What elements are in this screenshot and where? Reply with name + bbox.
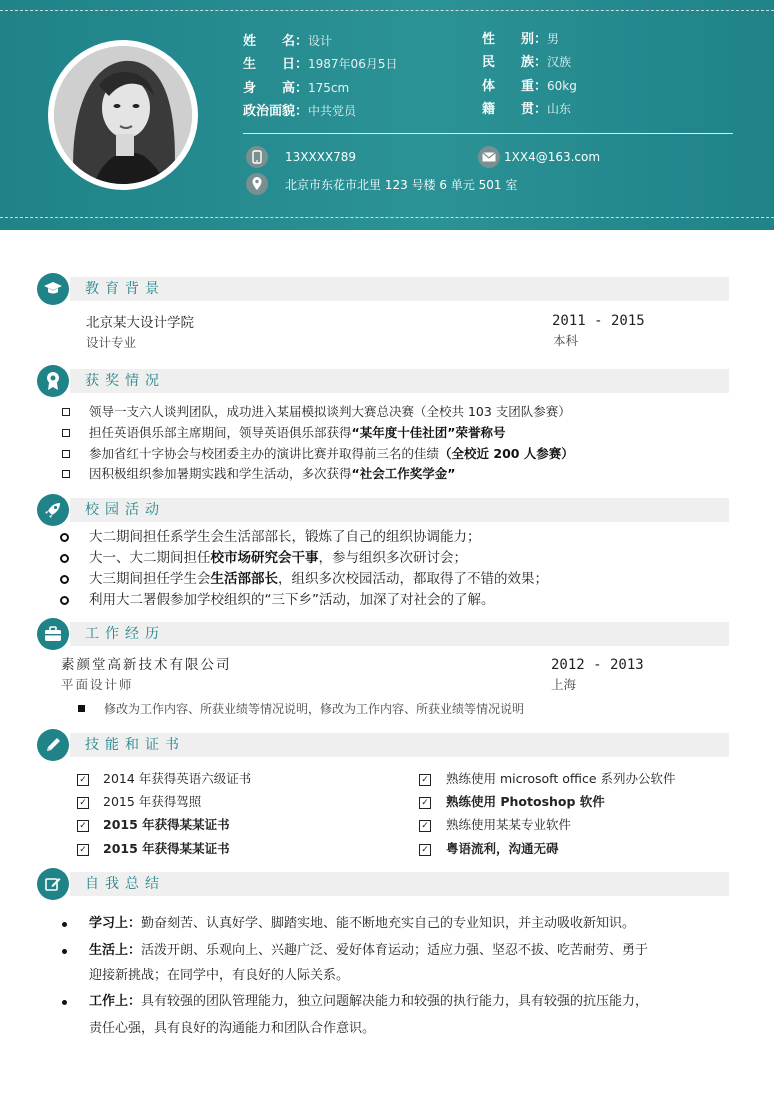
name-label: 姓 名： [243, 34, 309, 49]
campus-item: 利用大二署假参加学校组织的“三下乡”活动，加深了对社会的了解。 [89, 592, 495, 608]
briefcase-icon [37, 618, 69, 650]
skill-item: 熟练使用 Photoshop 软件 [446, 794, 605, 809]
campus-item: 大二期间担任系学生会生活部部长，锻炼了自己的组织协调能力； [89, 529, 481, 545]
list-marker [60, 575, 69, 584]
list-marker [60, 554, 69, 563]
award-item: 因积极组织参加暑期实践和学生活动，多次获得“社会工作奖学金” [89, 466, 456, 481]
list-marker [60, 533, 69, 542]
gender-value: 男 [547, 32, 560, 46]
email-text: 1XX4@163.com [504, 150, 601, 164]
checkbox-icon: ✓ [419, 844, 431, 856]
list-marker [62, 470, 70, 478]
weight-row [482, 76, 577, 96]
summary-work-cont: 责任心强，具有良好的沟通能力和团队合作意识。 [89, 1021, 376, 1036]
origin-row [482, 99, 571, 119]
weight-label: 体 重： [482, 79, 548, 94]
school-name: 北京某大设计学院 [86, 315, 194, 331]
politics-label: 政治面貌： [243, 104, 309, 119]
skill-item: 2015 年获得驾照 [103, 794, 202, 809]
list-marker [62, 922, 67, 927]
gender-row [482, 29, 559, 49]
summary-work: 工作上：具有较强的团队管理能力，独立问题解决能力和较强的执行能力，具有较强的抗压能力， [89, 994, 649, 1009]
portrait-image [54, 46, 192, 184]
checkbox-icon: ✓ [77, 774, 89, 786]
divider [0, 217, 774, 218]
list-marker [60, 596, 69, 605]
politics-value: 中共党员 [308, 104, 357, 118]
campus-item: 大一、大二期间担任校市场研究会干事，参与组织多次研讨会； [89, 550, 467, 566]
skill-item: 2015 年获得某某证书 [103, 841, 230, 856]
education-years: 2011 - 2015 [552, 313, 645, 329]
award-item: 参加省红十字协会与校团委主办的演讲比赛并取得前三名的佳绩（全校近 200 人参赛） [89, 446, 574, 461]
checkbox-icon: ✓ [77, 844, 89, 856]
skill-item: 熟练使用某某专业软件 [446, 817, 572, 832]
campus-item: 大三期间担任学生会生活部部长，组织多次校园活动，都取得了不错的效果； [89, 571, 548, 587]
birth-row [243, 54, 397, 74]
height-value: 175cm [308, 81, 350, 95]
section-bar [70, 498, 729, 522]
section-title-awards: 获奖情况 [85, 373, 165, 389]
checkbox-icon: ✓ [77, 820, 89, 832]
skill-item: 2014 年获得英语六级证书 [103, 771, 252, 786]
summary-life: 生活上：活泼开朗、乐观向上、兴趣广泛、爱好体育运动；适应力强、坚忍不拔、吃苦耐劳、勇于 [89, 943, 649, 958]
location-icon [246, 173, 268, 195]
summary-life-cont: 迎接新挑战；在同学中，有良好的人际关系。 [89, 968, 350, 983]
major: 设计专业 [86, 335, 137, 350]
edit-icon [37, 868, 69, 900]
section-title-summary: 自我总结 [85, 876, 165, 892]
section-bar [70, 369, 729, 393]
height-label: 身 高： [243, 81, 309, 96]
position: 平面设计师 [61, 677, 134, 692]
section-title-campus: 校园活动 [85, 502, 165, 518]
rocket-icon [37, 494, 69, 526]
birth-value: 1987年06月5日 [308, 57, 398, 71]
ethnic-value: 汉族 [547, 55, 572, 69]
list-marker [62, 408, 70, 416]
name-row [243, 31, 332, 51]
graduation-cap-icon [37, 273, 69, 305]
section-title-skills: 技能和证书 [85, 737, 185, 753]
skill-item: 粤语流利，沟通无碍 [446, 841, 559, 856]
header-banner [0, 0, 774, 230]
weight-value: 60kg [547, 79, 577, 93]
list-marker [62, 1000, 67, 1005]
award-item: 担任英语俱乐部主席期间，领导英语俱乐部获得“某年度十佳社团”荣誉称号 [89, 425, 506, 440]
checkbox-icon: ✓ [419, 774, 431, 786]
section-bar [70, 622, 729, 646]
origin-value: 山东 [547, 102, 572, 116]
divider [0, 10, 774, 11]
checkbox-icon: ✓ [419, 797, 431, 809]
award-item: 领导一支六人谈判团队，成功进入某届模拟谈判大赛总决赛（全校共 103 支团队参赛） [89, 404, 571, 419]
gender-label: 性 别： [482, 32, 548, 47]
section-title-education: 教育背景 [85, 281, 165, 297]
list-marker [78, 705, 85, 712]
address-text: 北京市东花市北里 123 号楼 6 单元 501 室 [285, 178, 518, 192]
summary-study: 学习上：勤奋刻苦、认真好学、脚踏实地、能不断地充实自己的专业知识，并主动吸收新知识。 [89, 916, 636, 931]
ethnic-row [482, 52, 571, 72]
work-city: 上海 [551, 677, 577, 692]
skill-item: 熟练使用 microsoft office 系列办公软件 [446, 771, 676, 786]
avatar [48, 40, 198, 190]
divider [243, 133, 733, 134]
section-title-work: 工作经历 [85, 626, 165, 642]
politics-row [243, 101, 356, 121]
phone-icon [246, 146, 268, 168]
height-row [243, 78, 349, 98]
pencil-icon [37, 729, 69, 761]
medal-icon [37, 365, 69, 397]
work-years: 2012 - 2013 [551, 657, 644, 673]
section-bar [70, 872, 729, 896]
list-marker [62, 429, 70, 437]
degree: 本科 [553, 333, 579, 348]
list-marker [62, 949, 67, 954]
checkbox-icon: ✓ [419, 820, 431, 832]
checkbox-icon: ✓ [77, 797, 89, 809]
phone-text: 13XXXX789 [285, 150, 357, 164]
birth-label: 生 日： [243, 57, 309, 72]
list-marker [62, 450, 70, 458]
name-value: 设计 [308, 34, 333, 48]
section-bar [70, 277, 729, 301]
ethnic-label: 民 族： [482, 55, 548, 70]
email-icon [478, 146, 500, 168]
company-name: 素颜堂高新技术有限公司 [61, 657, 232, 673]
origin-label: 籍 贯： [482, 102, 548, 117]
work-desc: 修改为工作内容、所获业绩等情况说明，修改为工作内容、所获业绩等情况说明 [104, 702, 525, 716]
skill-item: 2015 年获得某某证书 [103, 817, 230, 832]
